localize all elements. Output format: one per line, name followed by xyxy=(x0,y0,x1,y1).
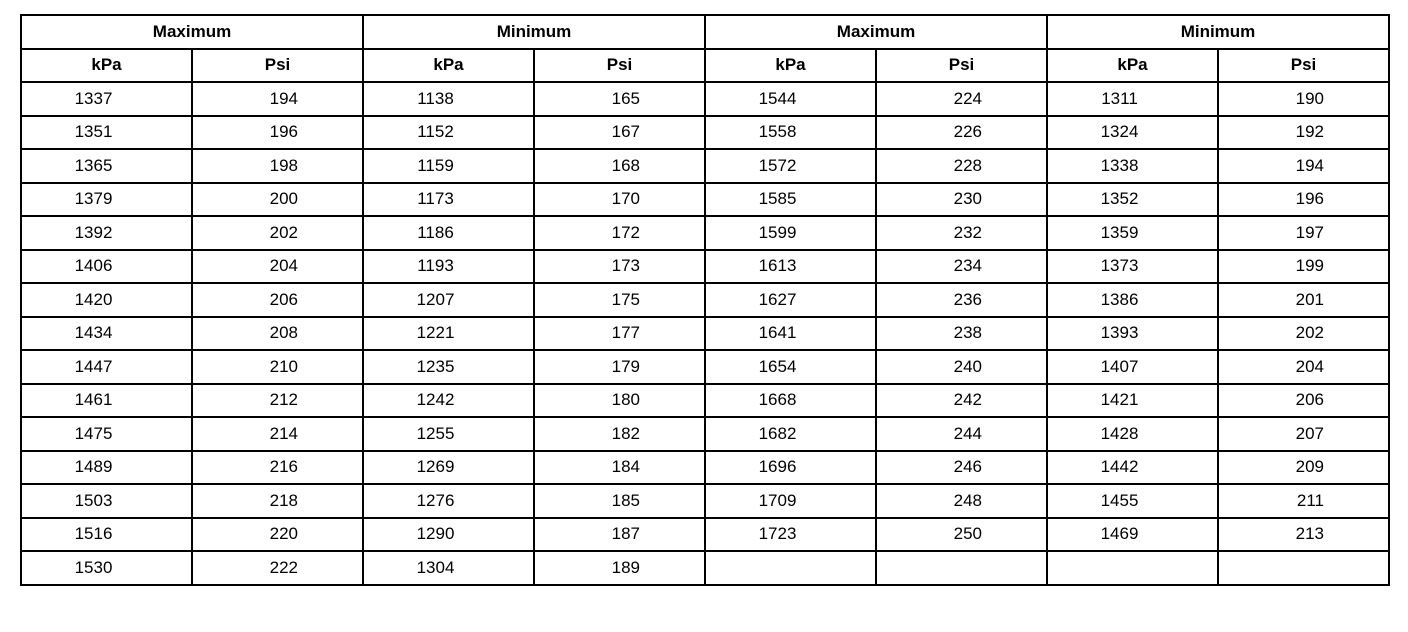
kpa-cell: 1585 xyxy=(705,183,876,217)
kpa-cell: 1207 xyxy=(363,283,534,317)
kpa-cell: 1269 xyxy=(363,451,534,485)
kpa-cell: 1428 xyxy=(1047,417,1218,451)
kpa-cell: 1359 xyxy=(1047,216,1218,250)
kpa-cell: 1186 xyxy=(363,216,534,250)
table-row xyxy=(21,116,1389,150)
table-row xyxy=(21,283,1389,317)
psi-cell: 172 xyxy=(534,216,705,250)
kpa-cell: 1290 xyxy=(363,518,534,552)
psi-cell: 184 xyxy=(534,451,705,485)
pressure-table xyxy=(20,14,1390,586)
kpa-cell: 1337 xyxy=(21,82,192,116)
psi-cell: 196 xyxy=(192,116,363,150)
kpa-cell: 1668 xyxy=(705,384,876,418)
column-header: Psi xyxy=(192,49,363,83)
kpa-cell: 1235 xyxy=(363,350,534,384)
kpa-cell: 1455 xyxy=(1047,484,1218,518)
psi-cell: 230 xyxy=(876,183,1047,217)
kpa-cell: 1442 xyxy=(1047,451,1218,485)
psi-cell: 211 xyxy=(1218,484,1389,518)
group-header: Maximum xyxy=(21,15,363,49)
psi-cell: 192 xyxy=(1218,116,1389,150)
kpa-cell: 1324 xyxy=(1047,116,1218,150)
group-header-row xyxy=(21,15,1389,49)
psi-cell: 228 xyxy=(876,149,1047,183)
psi-cell: 210 xyxy=(192,350,363,384)
kpa-cell: 1379 xyxy=(21,183,192,217)
kpa-cell: 1489 xyxy=(21,451,192,485)
kpa-cell: 1558 xyxy=(705,116,876,150)
group-header: Minimum xyxy=(363,15,705,49)
kpa-cell: 1572 xyxy=(705,149,876,183)
table-row xyxy=(21,317,1389,351)
kpa-cell: 1352 xyxy=(1047,183,1218,217)
column-header: Psi xyxy=(876,49,1047,83)
psi-cell: 202 xyxy=(1218,317,1389,351)
table-row xyxy=(21,484,1389,518)
kpa-cell xyxy=(1047,551,1218,585)
psi-cell: 202 xyxy=(192,216,363,250)
psi-cell: 232 xyxy=(876,216,1047,250)
kpa-cell: 1386 xyxy=(1047,283,1218,317)
psi-cell: 209 xyxy=(1218,451,1389,485)
column-header: kPa xyxy=(705,49,876,83)
psi-cell: 246 xyxy=(876,451,1047,485)
kpa-cell: 1311 xyxy=(1047,82,1218,116)
table-row xyxy=(21,518,1389,552)
kpa-cell: 1654 xyxy=(705,350,876,384)
psi-cell: 179 xyxy=(534,350,705,384)
kpa-cell: 1373 xyxy=(1047,250,1218,284)
psi-cell: 236 xyxy=(876,283,1047,317)
psi-cell: 170 xyxy=(534,183,705,217)
table-row xyxy=(21,551,1389,585)
kpa-cell: 1159 xyxy=(363,149,534,183)
psi-cell: 200 xyxy=(192,183,363,217)
psi-cell: 238 xyxy=(876,317,1047,351)
kpa-cell: 1392 xyxy=(21,216,192,250)
column-header: Psi xyxy=(534,49,705,83)
kpa-cell: 1393 xyxy=(1047,317,1218,351)
table-row xyxy=(21,451,1389,485)
kpa-cell: 1641 xyxy=(705,317,876,351)
table-row xyxy=(21,82,1389,116)
psi-cell: 165 xyxy=(534,82,705,116)
kpa-cell: 1138 xyxy=(363,82,534,116)
table-row xyxy=(21,417,1389,451)
kpa-cell: 1242 xyxy=(363,384,534,418)
table-body xyxy=(21,82,1389,585)
psi-cell: 185 xyxy=(534,484,705,518)
kpa-cell: 1173 xyxy=(363,183,534,217)
kpa-cell: 1544 xyxy=(705,82,876,116)
kpa-cell: 1338 xyxy=(1047,149,1218,183)
psi-cell: 216 xyxy=(192,451,363,485)
kpa-cell: 1682 xyxy=(705,417,876,451)
kpa-cell: 1365 xyxy=(21,149,192,183)
kpa-cell: 1406 xyxy=(21,250,192,284)
kpa-cell: 1221 xyxy=(363,317,534,351)
kpa-cell: 1152 xyxy=(363,116,534,150)
psi-cell: 168 xyxy=(534,149,705,183)
psi-cell: 224 xyxy=(876,82,1047,116)
kpa-cell: 1351 xyxy=(21,116,192,150)
table-row xyxy=(21,149,1389,183)
kpa-cell xyxy=(705,551,876,585)
psi-cell: 244 xyxy=(876,417,1047,451)
kpa-cell: 1503 xyxy=(21,484,192,518)
kpa-cell: 1723 xyxy=(705,518,876,552)
psi-cell: 208 xyxy=(192,317,363,351)
column-header: kPa xyxy=(21,49,192,83)
kpa-cell: 1530 xyxy=(21,551,192,585)
psi-cell: 207 xyxy=(1218,417,1389,451)
psi-cell: 250 xyxy=(876,518,1047,552)
kpa-cell: 1475 xyxy=(21,417,192,451)
group-header: Minimum xyxy=(1047,15,1389,49)
column-header: Psi xyxy=(1218,49,1389,83)
kpa-cell: 1193 xyxy=(363,250,534,284)
psi-cell: 218 xyxy=(192,484,363,518)
kpa-cell: 1421 xyxy=(1047,384,1218,418)
psi-cell: 198 xyxy=(192,149,363,183)
psi-cell: 204 xyxy=(192,250,363,284)
psi-cell: 180 xyxy=(534,384,705,418)
kpa-cell: 1696 xyxy=(705,451,876,485)
psi-cell: 240 xyxy=(876,350,1047,384)
kpa-cell: 1255 xyxy=(363,417,534,451)
psi-cell: 194 xyxy=(1218,149,1389,183)
table-row xyxy=(21,350,1389,384)
psi-cell: 206 xyxy=(1218,384,1389,418)
psi-cell: 213 xyxy=(1218,518,1389,552)
psi-cell: 206 xyxy=(192,283,363,317)
psi-cell: 201 xyxy=(1218,283,1389,317)
psi-cell: 197 xyxy=(1218,216,1389,250)
column-header: kPa xyxy=(1047,49,1218,83)
table-row xyxy=(21,384,1389,418)
psi-cell: 189 xyxy=(534,551,705,585)
psi-cell xyxy=(1218,551,1389,585)
psi-cell: 177 xyxy=(534,317,705,351)
psi-cell: 226 xyxy=(876,116,1047,150)
psi-cell: 187 xyxy=(534,518,705,552)
psi-cell: 190 xyxy=(1218,82,1389,116)
group-header: Maximum xyxy=(705,15,1047,49)
psi-cell: 204 xyxy=(1218,350,1389,384)
psi-cell: 242 xyxy=(876,384,1047,418)
kpa-cell: 1516 xyxy=(21,518,192,552)
kpa-cell: 1599 xyxy=(705,216,876,250)
psi-cell: 173 xyxy=(534,250,705,284)
psi-cell: 234 xyxy=(876,250,1047,284)
psi-cell: 194 xyxy=(192,82,363,116)
column-header: kPa xyxy=(363,49,534,83)
psi-cell xyxy=(876,551,1047,585)
table-row xyxy=(21,250,1389,284)
psi-cell: 167 xyxy=(534,116,705,150)
psi-cell: 199 xyxy=(1218,250,1389,284)
table-row xyxy=(21,216,1389,250)
kpa-cell: 1447 xyxy=(21,350,192,384)
psi-cell: 222 xyxy=(192,551,363,585)
psi-cell: 220 xyxy=(192,518,363,552)
kpa-cell: 1407 xyxy=(1047,350,1218,384)
table-row xyxy=(21,183,1389,217)
psi-cell: 214 xyxy=(192,417,363,451)
psi-cell: 212 xyxy=(192,384,363,418)
psi-cell: 196 xyxy=(1218,183,1389,217)
psi-cell: 182 xyxy=(534,417,705,451)
kpa-cell: 1627 xyxy=(705,283,876,317)
kpa-cell: 1434 xyxy=(21,317,192,351)
psi-cell: 175 xyxy=(534,283,705,317)
psi-cell: 248 xyxy=(876,484,1047,518)
unit-header-row xyxy=(21,49,1389,83)
kpa-cell: 1469 xyxy=(1047,518,1218,552)
kpa-cell: 1304 xyxy=(363,551,534,585)
kpa-cell: 1461 xyxy=(21,384,192,418)
kpa-cell: 1276 xyxy=(363,484,534,518)
kpa-cell: 1709 xyxy=(705,484,876,518)
kpa-cell: 1613 xyxy=(705,250,876,284)
pressure-table-container xyxy=(20,14,1390,586)
kpa-cell: 1420 xyxy=(21,283,192,317)
